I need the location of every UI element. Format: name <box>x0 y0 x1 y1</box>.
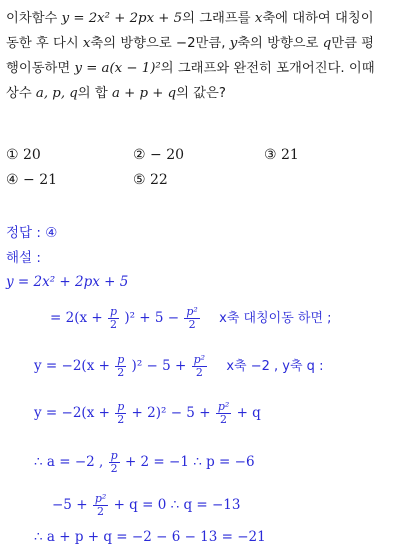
denominator: 2 <box>192 366 207 379</box>
solution-label: 해설 : <box>6 250 41 266</box>
math-text: + q <box>236 405 261 421</box>
numerator: p <box>117 353 125 366</box>
numerator: p <box>110 449 118 462</box>
denominator: 2 <box>109 462 120 475</box>
choice-number: ③ <box>264 147 277 163</box>
q-text: 축에 대하여 대칭이 <box>262 11 374 26</box>
choice-number: ⑤ <box>133 172 146 188</box>
numerator: p² <box>94 492 107 505</box>
q-math: y = a(x − 1)² <box>74 61 161 76</box>
choice-value: − 20 <box>150 147 185 163</box>
fraction <box>93 493 108 518</box>
choice-value: − 21 <box>23 172 58 188</box>
solution-line-4 <box>34 401 261 426</box>
denominator: 2 <box>216 413 231 426</box>
denominator: 2 <box>108 318 119 331</box>
q-math: x <box>82 36 91 51</box>
math-text: )² + 5 − <box>124 310 180 326</box>
q-math: y <box>229 36 238 51</box>
math-text: + 2 = −1 ∴ p = −6 <box>124 454 255 470</box>
math-text: ∴ a = −2 , <box>34 454 104 470</box>
choice-value: 21 <box>281 147 299 163</box>
q-text: 상수 <box>6 86 36 101</box>
solution-line-6 <box>52 493 241 518</box>
choice-number: ④ <box>6 172 19 188</box>
fraction <box>192 354 207 379</box>
math-text: + 2)² − 5 + <box>131 405 211 421</box>
denominator: 2 <box>93 505 108 518</box>
q-text: 동한 후 다시 <box>6 36 83 51</box>
numerator: p <box>109 305 118 318</box>
q-text: 행이동하면 <box>6 61 75 76</box>
denominator: 2 <box>115 366 126 379</box>
fraction <box>108 306 119 331</box>
q-text: 의 합 <box>77 86 112 101</box>
fraction <box>216 401 231 426</box>
choice-1[interactable] <box>6 147 41 163</box>
q-text: 의 그래프를 <box>182 11 255 26</box>
q-math: y = 2x² + 2px + 5 <box>61 11 183 26</box>
choice-value: 22 <box>150 172 168 188</box>
math-text: )² − 5 + <box>131 358 187 374</box>
note-text: x축 −2 , y축 q : <box>226 359 324 374</box>
q-math: a, p, q <box>35 86 78 101</box>
solution-line-3 <box>34 354 323 379</box>
question-line-2 <box>6 31 396 56</box>
choice-2[interactable] <box>133 147 184 163</box>
numerator: p² <box>193 353 206 366</box>
fraction <box>109 450 120 475</box>
fraction <box>115 401 126 426</box>
denominator: 2 <box>115 413 126 426</box>
choice-number: ② <box>133 147 146 163</box>
math-text: y = −2(x + <box>34 405 110 421</box>
q-math: x <box>254 11 263 26</box>
q-text: 만큼 평 <box>331 36 375 51</box>
question-line-3 <box>6 56 396 81</box>
solution-line-1: y = 2x² + 2px + 5 <box>6 274 129 290</box>
question-text <box>6 6 396 106</box>
q-text: 이차함수 <box>6 11 62 26</box>
q-text: 의 그래프와 완전히 포개어진다. 이때 <box>160 61 375 76</box>
choice-5[interactable] <box>133 172 168 188</box>
fraction <box>184 306 199 331</box>
answer-label: 정답 : ④ <box>6 225 58 241</box>
q-text: 의 값은? <box>176 86 226 101</box>
numerator: p² <box>217 400 230 413</box>
numerator: p² <box>186 305 198 318</box>
question-line-4 <box>6 81 396 106</box>
choice-number: ① <box>6 147 19 163</box>
math-text: y = −2(x + <box>34 358 110 374</box>
q-text: 축의 방향으로 −2만큼, <box>90 36 230 51</box>
denominator: 2 <box>184 318 199 331</box>
math-text: + q = 0 ∴ q = −13 <box>113 497 241 513</box>
solution-line-7: ∴ a + p + q = −2 − 6 − 13 = −21 <box>34 529 266 545</box>
q-text: 축의 방향으로 <box>237 36 323 51</box>
note-text: x축 대칭이동 하면 ; <box>219 311 332 326</box>
fraction <box>115 354 126 379</box>
solution-line-5 <box>34 450 255 475</box>
numerator: p <box>117 400 125 413</box>
q-math: q <box>322 36 332 51</box>
math-text: −5 + <box>52 497 88 513</box>
q-math: a + p + q <box>111 86 177 101</box>
choice-value: 20 <box>23 147 41 163</box>
question-line-1 <box>6 6 396 31</box>
solution-line-2 <box>50 306 332 331</box>
choice-4[interactable] <box>6 172 57 188</box>
choice-3[interactable] <box>264 147 299 163</box>
math-text: = 2(x + <box>50 310 103 326</box>
